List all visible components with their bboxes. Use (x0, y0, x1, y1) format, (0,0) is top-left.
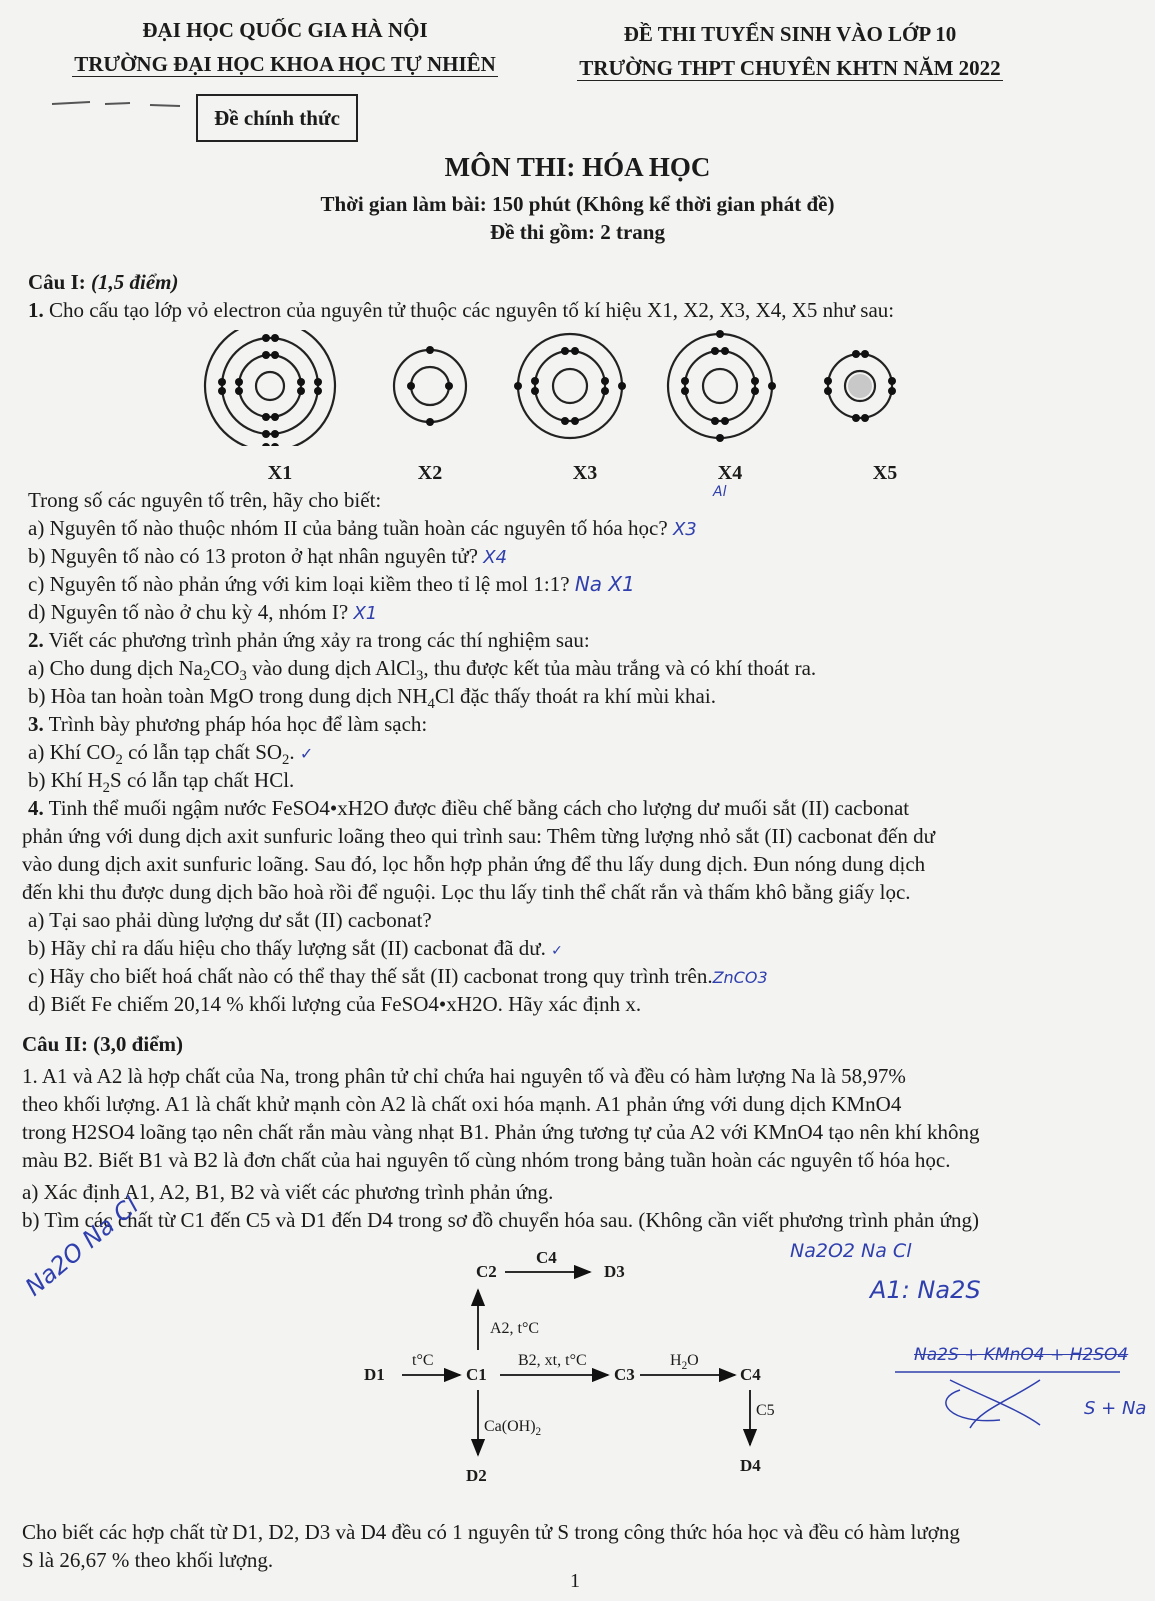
page-count: Đề thi gồm: 2 trang (490, 220, 665, 244)
official-badge: Đề chính thức (196, 94, 358, 142)
atom-label-x2: X2 (417, 462, 443, 484)
node-d3: D3 (604, 1262, 625, 1281)
handwriting-top-right: Na2O2 Na Cl (790, 1240, 912, 1262)
subject-title: MÔN THI: HÓA HỌC (444, 152, 711, 182)
s2-note-line2: S là 26,67 % theo khối lượng. (22, 1548, 274, 1572)
exam-school: TRƯỜNG THPT CHUYÊN KHTN NĂM 2022 (579, 56, 1001, 80)
q4-line2: phản ứng với dung dịch axit sunfuric loãng theo qui trình sau: Thêm từng lượng nhỏ sắt (II) cacbonat đến dư (22, 824, 935, 848)
q3a: a) Khí $CO_2$ có lẫn tạp chất $SO_2$. ✓ (28, 740, 314, 769)
node-d1: D1 (364, 1365, 385, 1384)
atom-label-x4: X4 (717, 462, 743, 484)
handwriting-struck: Na2S + KMnO4 + H2SO4 (914, 1345, 1129, 1365)
page-number: 1 (570, 1570, 580, 1592)
s2-qb: b) Tìm các chất từ C1 đến C5 và D1 đến D4 trong sơ đồ chuyển hóa sau. (Không cần viết phương trình phản ứng) (22, 1208, 980, 1232)
q4d: d) Biết Fe chiếm 20,14 % khối lượng của FeSO4•xH2O. Hãy xác định x. (28, 992, 642, 1016)
node-c1: C1 (466, 1365, 487, 1384)
q1-intro: Trong số các nguyên tố trên, hãy cho biết: (28, 488, 382, 512)
s2-qa: a) Xác định A1, A2, B1, B2 và viết các phương trình phản ứng. (22, 1180, 554, 1204)
atom-label-x3: X3 (572, 462, 598, 484)
handwriting-right: S + Na (1084, 1398, 1147, 1419)
section-2-heading: Câu II: (3,0 điểm) (22, 1032, 183, 1056)
label-a2: A2, t°C (490, 1320, 540, 1337)
s2-q1-line4: màu B2. Biết B1 và B2 là đơn chất của hai nguyên tố cùng nhóm trong bảng tuần hoàn các nguyên tố hóa học. (22, 1148, 951, 1172)
node-c4: C4 (740, 1365, 761, 1384)
q3-text: 3. Trình bày phương pháp hóa học để làm sạch: (28, 712, 428, 736)
q4-line4: đến khi thu được dung dịch bão hoà rồi để nguội. Lọc thu lấy tinh thể chất rắn và thấm khô bằng giấy lọc. (22, 880, 911, 904)
time-limit: Thời gian làm bài: 150 phút (Không kể thời gian phát đề) (320, 192, 835, 216)
label-h2o: $H_2O$ (670, 1352, 699, 1373)
university-name: ĐẠI HỌC QUỐC GIA HÀ NỘI (142, 18, 428, 42)
atom-diagrams (200, 330, 920, 446)
q4c: c) Hãy cho biết hoá chất nào có thể thay thế sắt (II) cacbonat trong quy trình trên.ZnCO3 (28, 964, 768, 988)
q4-text: 4. Tinh thể muối ngậm nước FeSO4•xH2O được điều chế bằng cách cho lượng dư muối sắt (II) cacbonat (28, 796, 910, 820)
node-d2: D2 (466, 1466, 487, 1485)
node-c3: C3 (614, 1365, 635, 1384)
q1a: a) Nguyên tố nào thuộc nhóm II của bảng tuần hoàn các nguyên tố hóa học? X3 (28, 516, 697, 540)
q2a: a) Cho dung dịch $Na_2CO_3$ vào dung dịch AlCl$_3$, thu được kết tủa màu trắng và có khí thoát ra. (28, 656, 817, 685)
q4a: a) Tại sao phải dùng lượng dư sắt (II) cacbonat? (28, 908, 432, 932)
s2-note-line1: Cho biết các hợp chất từ D1, D2, D3 và D4 đều có 1 nguyên tử S trong công thức hóa học và đều có hàm lượng (22, 1520, 960, 1544)
handwriting-x4-note: Al (713, 484, 727, 500)
handwriting-a1: A1: Na2S (870, 1276, 981, 1304)
q1-text: 1. Cho cấu tạo lớp vỏ electron của nguyên tử thuộc các nguyên tố kí hiệu X1, X2, X3, X4, X5 như sau: (28, 298, 895, 322)
q1b: b) Nguyên tố nào có 13 proton ở hạt nhân nguyên tử? X4 (28, 544, 508, 568)
q4b: b) Hãy chỉ ra dấu hiệu cho thấy lượng sắt (II) cacbonat đã dư. ✓ (28, 936, 563, 960)
q1d: d) Nguyên tố nào ở chu kỳ 4, nhóm I? X1 (28, 600, 378, 624)
q4-line3: vào dung dịch axit sunfuric loãng. Sau đó, lọc hỗn hợp phản ứng để thu lấy dung dịch. Đun nóng dung dịch (22, 852, 926, 876)
school-name: TRƯỜNG ĐẠI HỌC KHOA HỌC TỰ NHIÊN (74, 52, 496, 76)
node-c2: C2 (476, 1262, 497, 1281)
atom-label-x5: X5 (872, 462, 898, 484)
section-1-heading: Câu I: (1,5 điểm) (28, 270, 179, 294)
s2-q1-line3: trong H2SO4 loãng tạo nên chất rắn màu vàng nhạt B1. Phản ứng tương tự của A2 với KMnO4 tạo nên khí không (22, 1120, 980, 1144)
q3b: b) Khí $H_2S$ có lẫn tạp chất HCl. (28, 768, 295, 797)
label-heat: t°C (412, 1352, 434, 1369)
s2-q1-line1: 1. A1 và A2 là hợp chất của Na, trong phân tử chỉ chứa hai nguyên tố và đều có hàm lượng Na là 58,97% (22, 1064, 906, 1088)
node-d4: D4 (740, 1456, 761, 1475)
atom-label-x1: X1 (267, 462, 293, 484)
q2-text: 2. Viết các phương trình phản ứng xảy ra trong các thí nghiệm sau: (28, 628, 590, 652)
label-c5: C5 (756, 1402, 775, 1419)
scribble-mark (50, 96, 190, 112)
q1c: c) Nguyên tố nào phản ứng với kim loại kiềm theo tỉ lệ mol 1:1? Na X1 (28, 572, 635, 596)
label-caoh2: $Ca(OH)_2$ (484, 1418, 542, 1439)
s2-q1-line2: theo khối lượng. A1 là chất khử mạnh còn A2 là chất oxi hóa mạnh. A1 phản ứng với dung dịch KMnO4 (22, 1092, 902, 1116)
handwriting-left: Na2O Na Cl (20, 1191, 144, 1302)
label-c4-top: C4 (536, 1248, 557, 1267)
exam-title: ĐỀ THI TUYỂN SINH VÀO LỚP 10 (623, 22, 957, 46)
label-b2: B2, xt, t°C (518, 1352, 587, 1369)
q2b: b) Hòa tan hoàn toàn MgO trong dung dịch $NH_4Cl$ đặc thấy thoát ra khí mùi khai. (28, 684, 716, 713)
